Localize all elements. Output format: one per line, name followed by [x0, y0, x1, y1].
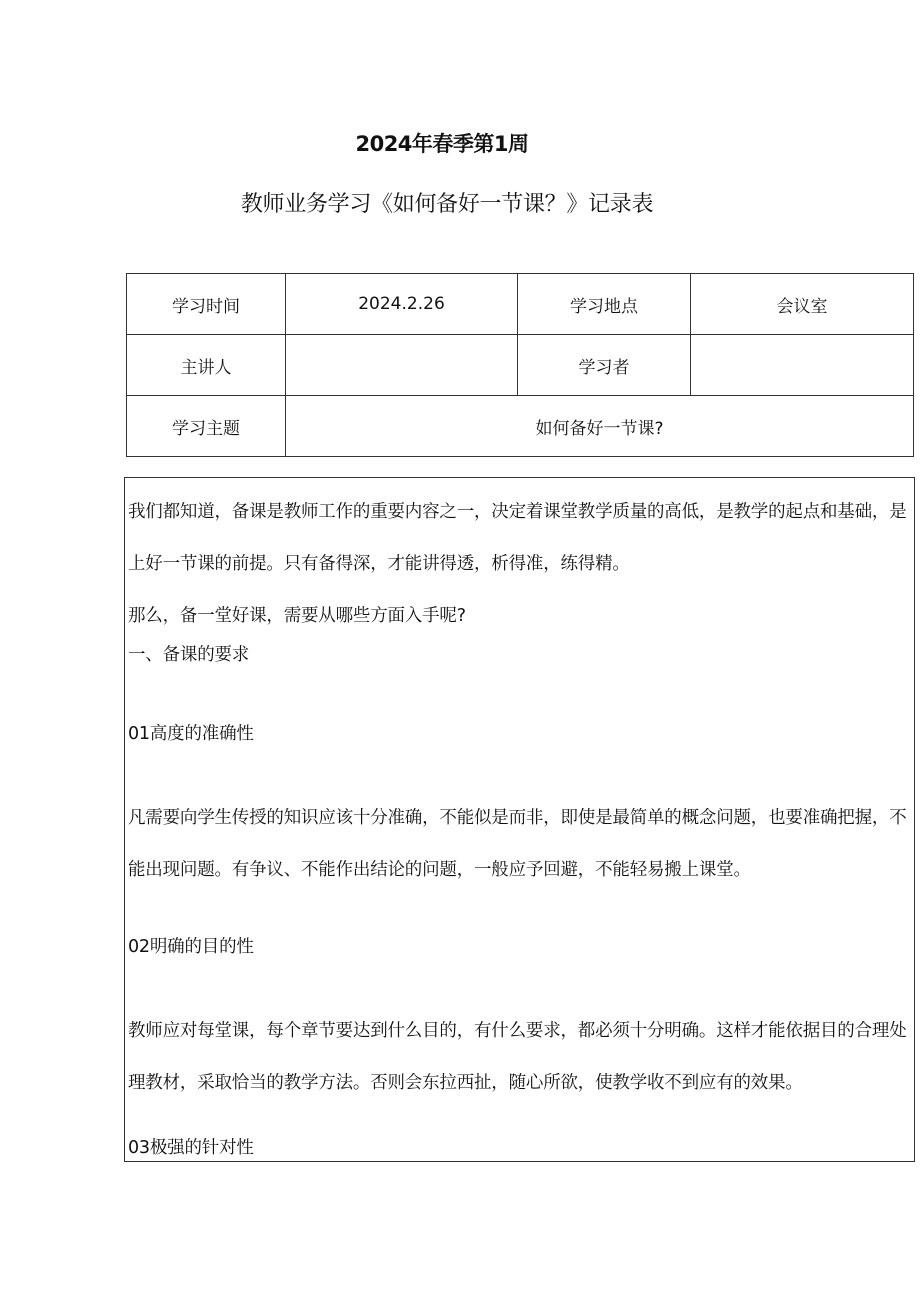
place-label: 学习地点 — [518, 274, 691, 335]
info-row-time-place — [127, 274, 914, 335]
learner-value — [691, 335, 914, 396]
subsection-title-purpose: 02明确的目的性 — [128, 937, 254, 957]
subsection-title-accuracy: 01高度的准确性 — [128, 724, 254, 744]
learner-label: 学习者 — [518, 335, 691, 396]
question-paragraph: 那么，备一堂好课，需要从哪些方面入手呢? — [128, 606, 466, 626]
info-row-topic — [127, 396, 914, 457]
info-row-speaker-learner — [127, 335, 914, 396]
content-box — [124, 477, 915, 1162]
intro-paragraph: 我们都知道，备课是教师工作的重要内容之一，决定着课堂教学质量的高低，是教学的起点和基础，是上好一节课的前提。只有备得深，才能讲得透，析得准，练得精。 — [128, 502, 907, 574]
subsection-title-targeting: 03极强的针对性 — [128, 1138, 254, 1158]
subsection-body-accuracy: 凡需要向学生传授的知识应该十分准确，不能似是而非，即使是最简单的概念问题，也要准确把握，不能出现问题。有争议、不能作出结论的问题，一般应予回避，不能轻易搬上课堂。 — [128, 808, 907, 880]
info-table — [126, 273, 914, 457]
time-value: 2024.2.26 — [286, 274, 518, 335]
place-value: 会议室 — [691, 274, 914, 335]
section-heading: 一、备课的要求 — [128, 645, 250, 665]
speaker-value — [286, 335, 518, 396]
topic-label: 学习主题 — [127, 396, 286, 457]
topic-value: 如何备好一节课? — [286, 396, 914, 457]
document-title-year-week: 2024年春季第1周 — [355, 132, 529, 156]
document-title-record-form: 教师业务学习《如何备好一节课？》记录表 — [240, 192, 654, 217]
speaker-label: 主讲人 — [127, 335, 286, 396]
time-label: 学习时间 — [127, 274, 286, 335]
subsection-body-purpose: 教师应对每堂课，每个章节要达到什么目的，有什么要求，都必须十分明确。这样才能依据目的合理处理教材，采取恰当的教学方法。否则会东拉西扯，随心所欲，使教学收不到应有的效果。 — [128, 1021, 907, 1093]
